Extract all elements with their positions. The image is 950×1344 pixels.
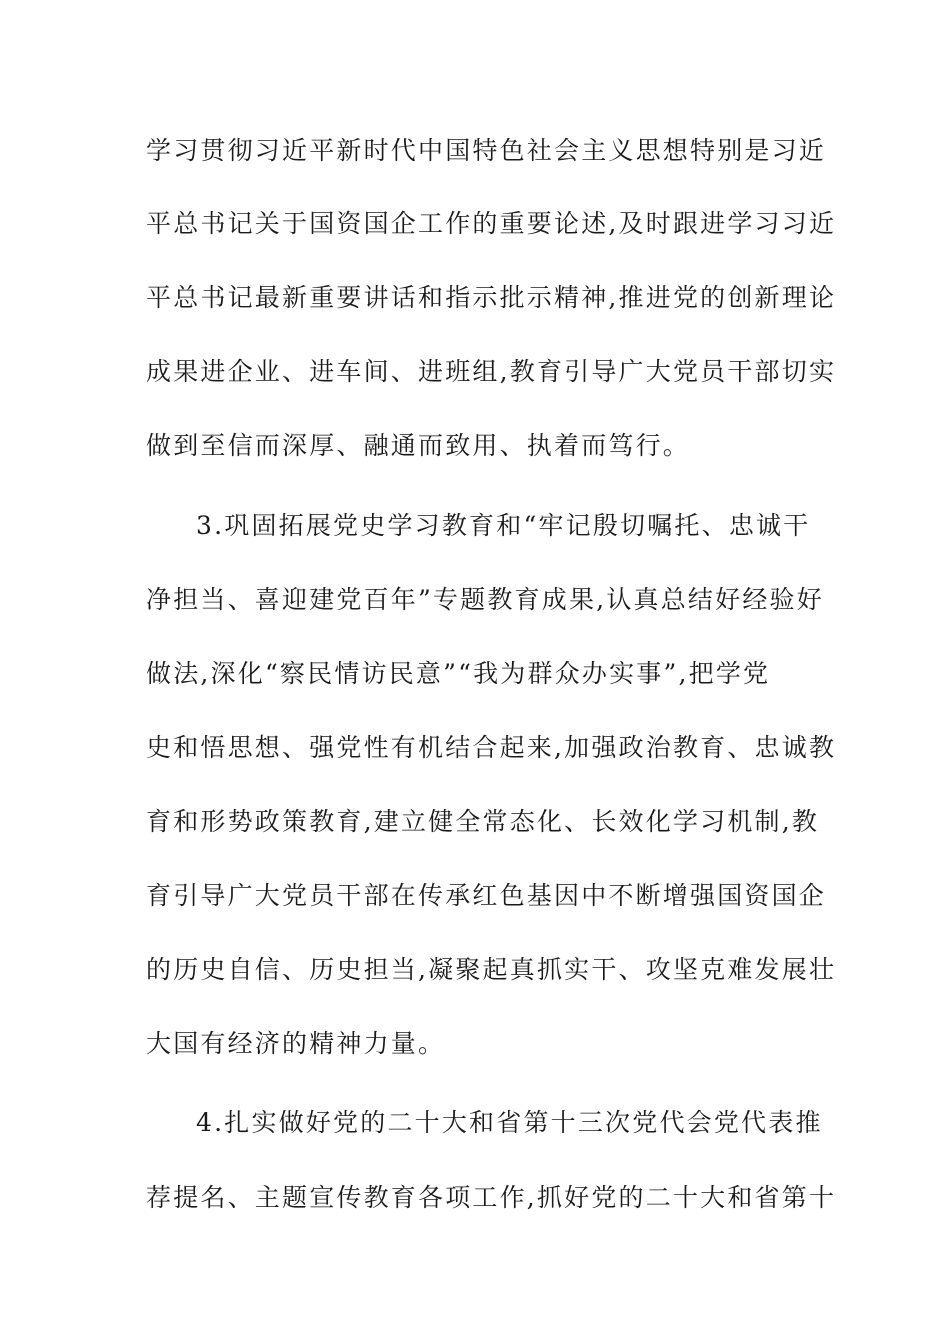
paragraph-line: 净担当、喜迎建党百年”专题教育成果,认真总结好经验好 [146,585,824,614]
paragraph-line: 成果进企业、进车间、进班组,教育引导广大党员干部切实 [146,357,837,386]
paragraph-line: 3.巩固拓展党史学习教育和“牢记殷切嘱托、忠诚干 [196,511,811,540]
paragraph-line: 育引导广大党员干部在传承红色基因中不断增强国资国企 [146,881,827,910]
paragraph-line: 育和形势政策教育,建立健全常态化、长效化学习机制,教 [146,807,820,836]
paragraph-line: 学习贯彻习近平新时代中国特色社会主义思想特别是习近 [146,136,827,165]
paragraph-line: 4.扎实做好党的二十大和省第十三次党代会党代表推 [196,1108,823,1137]
paragraph-line: 做到至信而深厚、融通而致用、执着而笃行。 [146,431,691,460]
paragraph-line: 史和悟思想、强党性有机结合起来,加强政治教育、忠诚教 [146,733,837,762]
paragraph-line: 的历史自信、历史担当,凝聚起真抓实干、攻坚克难发展壮 [146,955,837,984]
paragraph-line: 做法,深化“察民情访民意”“我为群众办实事”,把学党 [146,659,771,688]
paragraph-line: 大国有经济的精神力量。 [146,1029,446,1058]
paragraph-line: 平总书记关于国资国企工作的重要论述,及时跟进学习习近 [146,209,837,238]
paragraph-line: 平总书记最新重要讲话和指示批示精神,推进党的创新理论 [146,283,837,312]
paragraph-line: 荐提名、主题宣传教育各项工作,抓好党的二十大和省第十 [146,1183,837,1212]
